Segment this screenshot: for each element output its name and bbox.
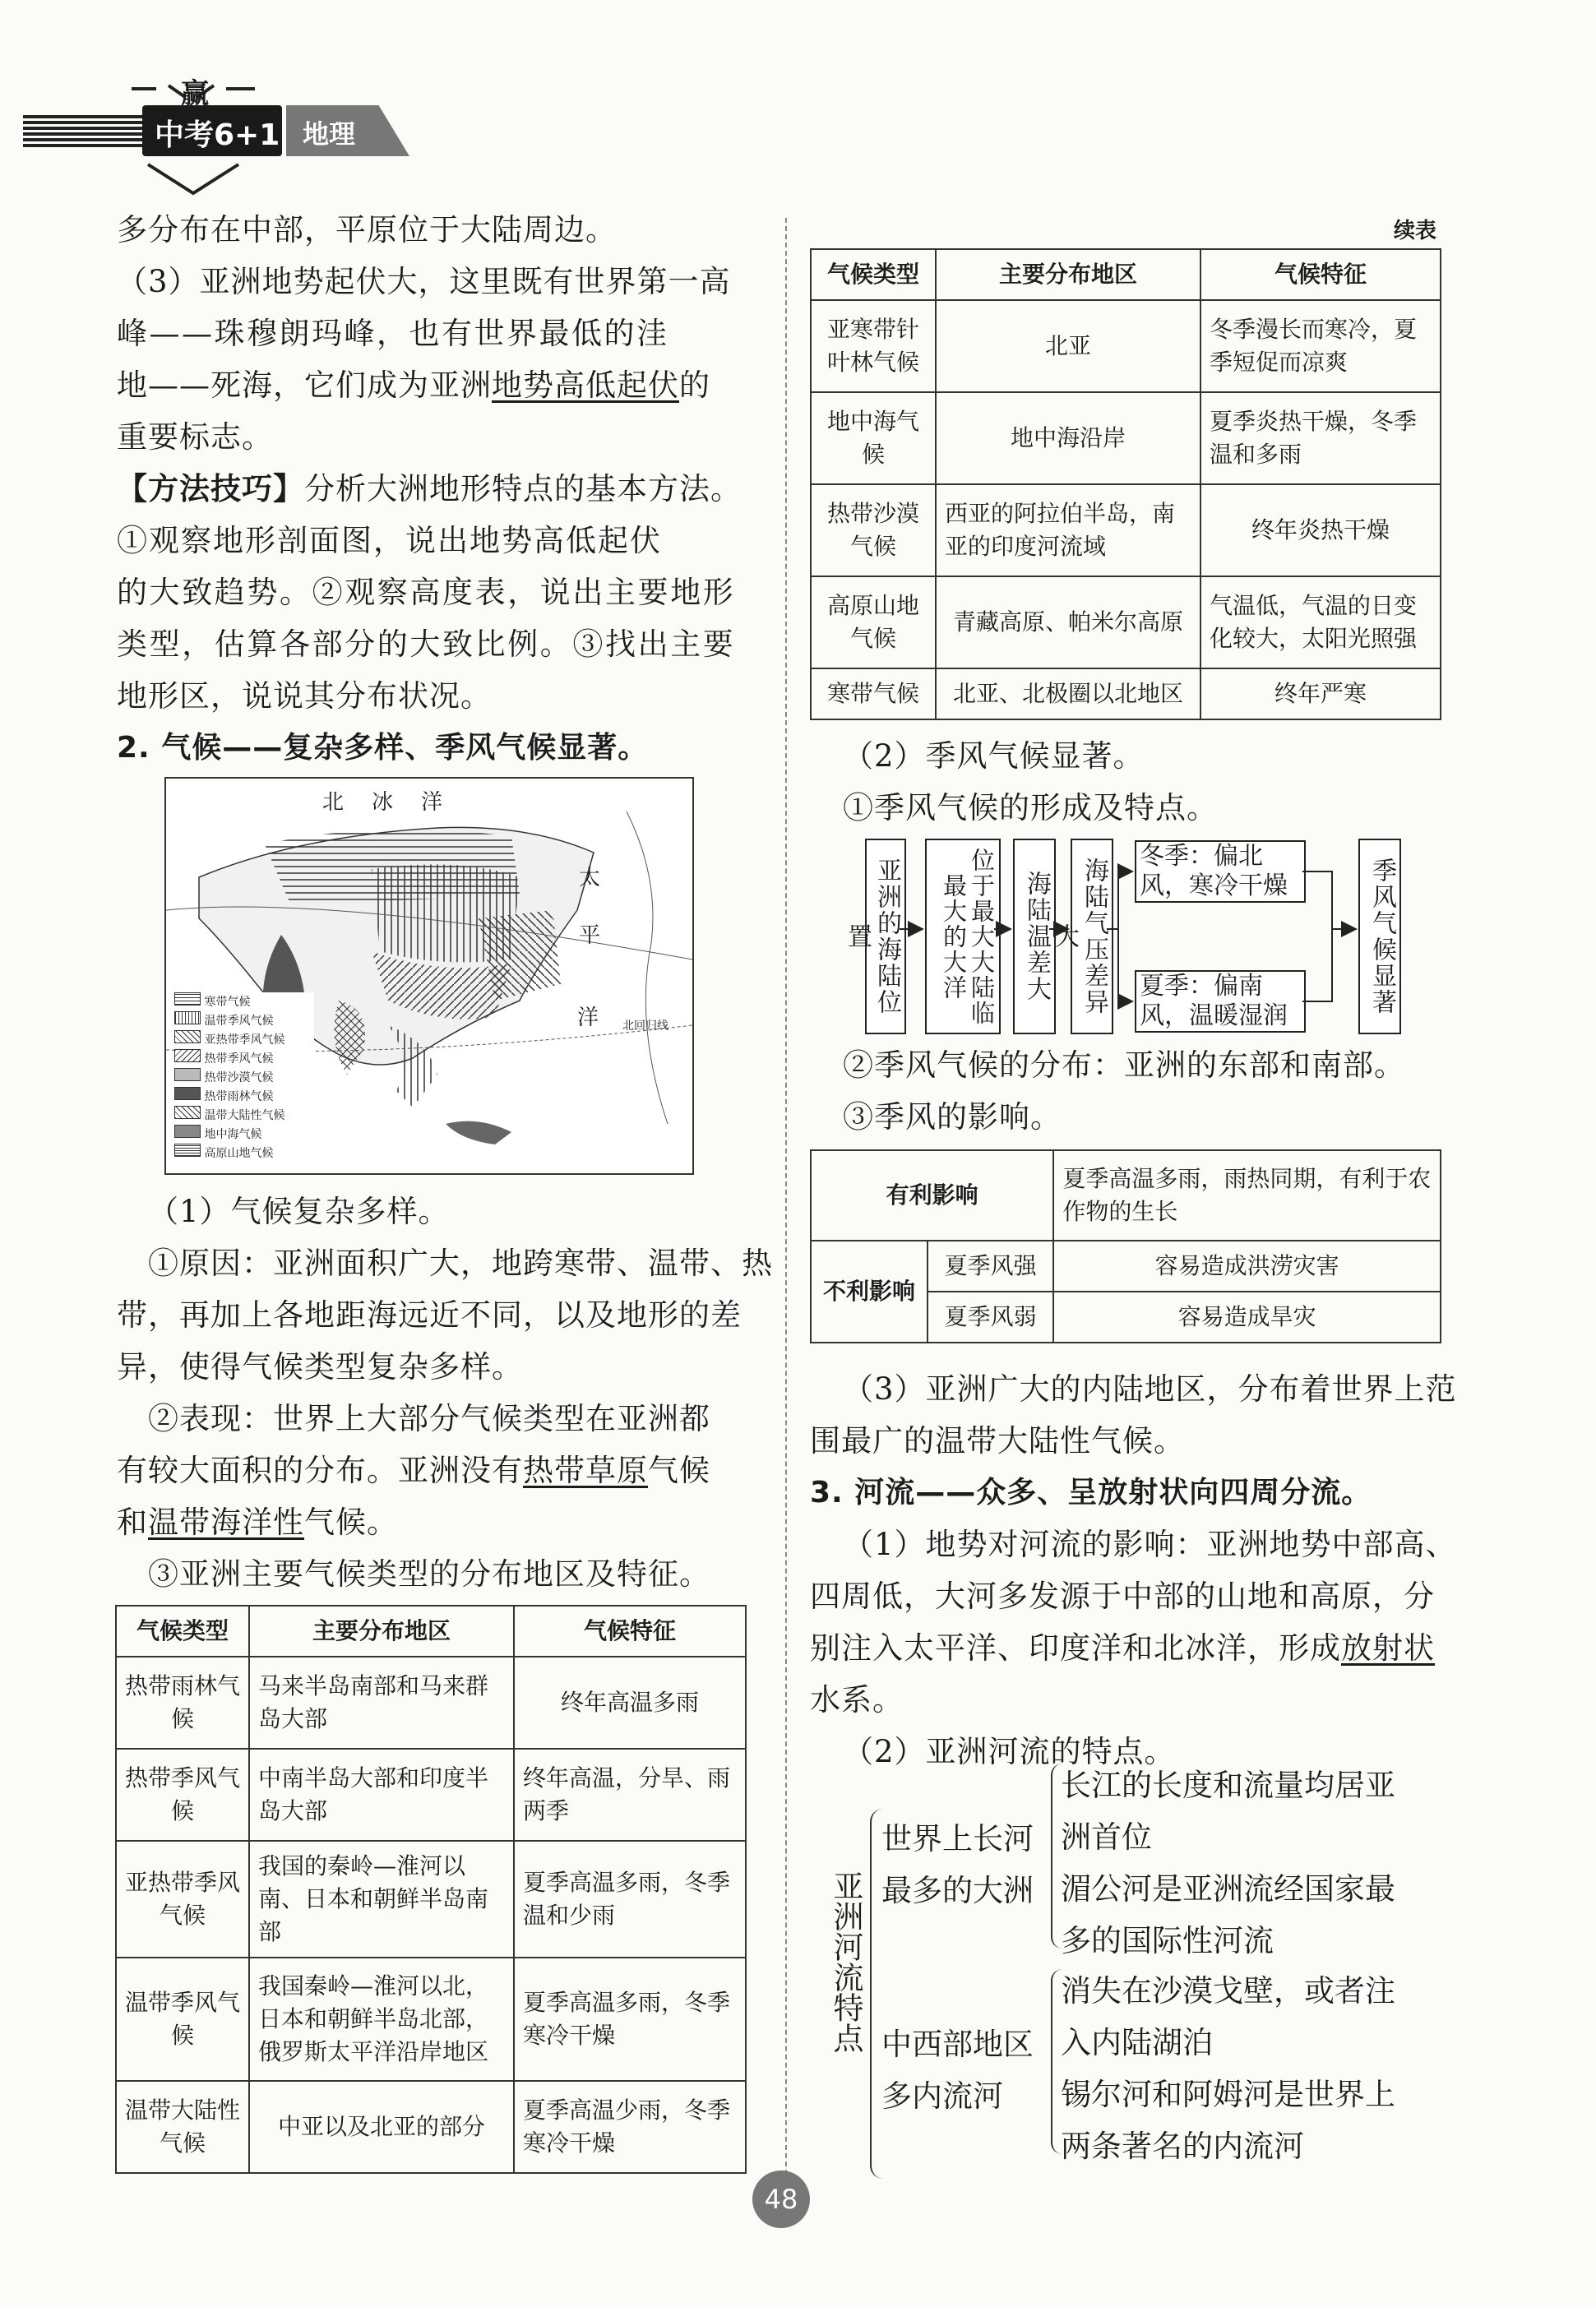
climate-table-continued (810, 248, 1441, 720)
text-line: 有较大面积的分布。亚洲没有热带草原气候 (117, 1453, 710, 1488)
text-line: 围最广的温带大陆性气候。 (810, 1423, 1185, 1459)
tree-branch: 世界上长河最多的大洲 (881, 1821, 1034, 1908)
legend-item: 温带大陆性气候 (174, 1106, 314, 1125)
text-line: ①观察地形剖面图，说出地势高低起伏 (117, 523, 662, 558)
flow-box: 位于最大大陆临最大的大洋 (925, 839, 1001, 1034)
section-heading: 3. 河流——众多、呈放射状向四周分流。 (810, 1476, 1372, 1509)
legend-item: 亚热带季风气候 (174, 1030, 314, 1049)
text-line: ①原因：亚洲面积广大，地跨寒带、温带、热 (148, 1246, 773, 1281)
section-heading: 2. 气候——复杂多样、季风气候显著。 (117, 731, 649, 765)
tree-leaf: 锡尔河和阿姆河是世界上两条著名的内流河 (1061, 2077, 1395, 2164)
table-row: 亚寒带针叶林气候 北亚 冬季漫长而寒冷，夏季短促而凉爽 (811, 300, 1441, 392)
map-label: 北 (322, 790, 345, 815)
text-line: （2）亚洲河流的特点。 (843, 1734, 1176, 1769)
table-row: 亚热带季风气候 我国的秦岭—淮河以南、日本和朝鲜半岛南部 夏季高温多雨，冬季温和少雨 (116, 1841, 746, 1958)
text-line: 重要标志。 (117, 419, 273, 455)
climate-map (164, 777, 694, 1175)
text-line: （2）季风气候显著。 (843, 738, 1145, 774)
text-line: 别注入太平洋、印度洋和北冰洋，形成放射状 (810, 1630, 1435, 1666)
table-row: 地中海气候 地中海沿岸 夏季炎热干燥，冬季温和多雨 (811, 392, 1441, 484)
tree-root: 亚洲河流特点 (828, 1870, 863, 2053)
table-row: 不利影响 夏季风强 容易造成洪涝灾害 (811, 1241, 1441, 1292)
text-line: ③季风的影响。 (843, 1099, 1062, 1135)
text-line: ①季风气候的形成及特点。 (843, 790, 1218, 825)
text-line: （3）亚洲广大的内陆地区，分布着世界上范 (843, 1371, 1457, 1407)
text-line: （3）亚洲地势起伏大，这里既有世界第一高 (117, 264, 731, 299)
text-line: 类型，估算各部分的大致比例。③找出主要 (117, 626, 736, 662)
table-header-row: 气候类型 主要分布地区 气候特征 (811, 249, 1441, 300)
flow-box: 季风气候显著 (1358, 839, 1401, 1034)
flow-box: 海陆温差大 (1013, 839, 1056, 1034)
subject-label: 地理 (303, 118, 356, 150)
legend-item: 地中海气候 (174, 1125, 314, 1144)
tree-branch: 中西部地区多内流河 (881, 2027, 1034, 2114)
flow-box: 海陆气压差异大 (1071, 839, 1113, 1034)
legend-item: 热带季风气候 (174, 1049, 314, 1068)
table-header-row: 气候类型 主要分布地区 气候特征 (116, 1606, 746, 1657)
map-label: 洋 (421, 790, 443, 815)
text-line: ②季风气候的分布：亚洲的东部和南部。 (843, 1047, 1405, 1083)
table-row: 夏季风弱 容易造成旱灾 (811, 1292, 1441, 1343)
map-label: 平 (579, 923, 601, 948)
logo-mark: 赢 (181, 77, 209, 110)
summer-monsoon-box: 夏季：偏南风，温暖湿润 (1135, 970, 1306, 1033)
text-line: 地——死海，它们成为亚洲地势高低起伏的 (117, 368, 710, 403)
table-row: 有利影响 夏季高温多雨，雨热同期，有利于农作物的生长 (811, 1150, 1441, 1241)
continued-label: 续表 (1394, 219, 1437, 243)
tree-leaf: 湄公河是亚洲流经国家最多的国际性河流 (1061, 1871, 1395, 1958)
page-number: 48 (752, 2171, 810, 2228)
legend-item: 热带沙漠气候 (174, 1068, 314, 1087)
climate-table (115, 1605, 747, 2174)
column-divider (785, 218, 787, 2175)
text-line: ②表现：世界上大部分气候类型在亚洲都 (148, 1401, 710, 1436)
text-line: 多分布在中部，平原位于大陆周边。 (117, 212, 617, 247)
table-row: 温带大陆性气候 中亚以及北亚的部分 夏季高温少雨，冬季寒冷干燥 (116, 2081, 746, 2173)
winter-monsoon-box: 冬季：偏北风，寒冷干燥 (1135, 840, 1306, 903)
tree-leaf: 长江的长度和流量均居亚洲首位 (1061, 1768, 1395, 1855)
table-row: 热带季风气候 中南半岛大部和印度半岛大部 终年高温，分旱、雨两季 (116, 1749, 746, 1841)
legend-item: 热带雨林气候 (174, 1087, 314, 1106)
text-line: 异，使得气候类型复杂多样。 (117, 1349, 523, 1385)
flow-box: 亚洲的海陆位置 (865, 839, 906, 1034)
map-label: 冰 (372, 790, 394, 815)
brand-label: 中考6+1 (155, 118, 280, 152)
flow-arrows (896, 830, 1390, 1044)
table-row: 温带季风气候 我国秦岭—淮河以北，日本和朝鲜半岛北部，俄罗斯太平洋沿岸地区 夏季高温多雨，冬季寒冷干燥 (116, 1958, 746, 2081)
tip-line: 【方法技巧】分析大洲地形特点的基本方法。 (117, 471, 742, 506)
text-line: 地形区，说说其分布状况。 (117, 678, 492, 714)
map-label: 洋 (577, 1006, 599, 1030)
text-line: 带，再加上各地距海远近不同，以及地形的差 (117, 1297, 742, 1333)
map-label: 太 (579, 866, 601, 890)
text-line: 峰——珠穆朗玛峰，也有世界最低的洼 (117, 316, 669, 351)
text-line: 四周低，大河多发源于中部的山地和高原，分 (810, 1579, 1435, 1614)
map-legend (174, 992, 314, 1163)
legend-item: 高原山地气候 (174, 1144, 314, 1163)
table-row: 热带雨林气候 马来半岛南部和马来群岛大部 终年高温多雨 (116, 1657, 746, 1749)
monsoon-impact-table (810, 1149, 1441, 1343)
text-line: （1）气候复杂多样。 (148, 1194, 450, 1229)
map-label: 北回归线 (622, 1019, 668, 1033)
legend-item: 温带季风气候 (174, 1011, 314, 1030)
text-line: ③亚洲主要气候类型的分布地区及特征。 (148, 1556, 710, 1592)
text-line: 水系。 (810, 1682, 904, 1718)
table-row: 寒带气候 北亚、北极圈以北地区 终年严寒 (811, 668, 1441, 719)
text-line: 的大致趋势。②观察高度表，说出主要地形 (117, 575, 736, 610)
table-row: 高原山地气候 青藏高原、帕米尔高原 气温低，气温的日变化较大，太阳光照强 (811, 576, 1441, 668)
text-line: 和温带海洋性气候。 (117, 1505, 398, 1540)
table-row: 热带沙漠气候 西亚的阿拉伯半岛，南亚的印度河流域 终年炎热干燥 (811, 484, 1441, 576)
tree-leaf: 消失在沙漠戈壁，或者注入内陆湖泊 (1061, 1973, 1395, 2060)
text-line: （1）地势对河流的影响：亚洲地势中部高、 (843, 1527, 1457, 1562)
legend-item: 寒带气候 (174, 992, 314, 1011)
